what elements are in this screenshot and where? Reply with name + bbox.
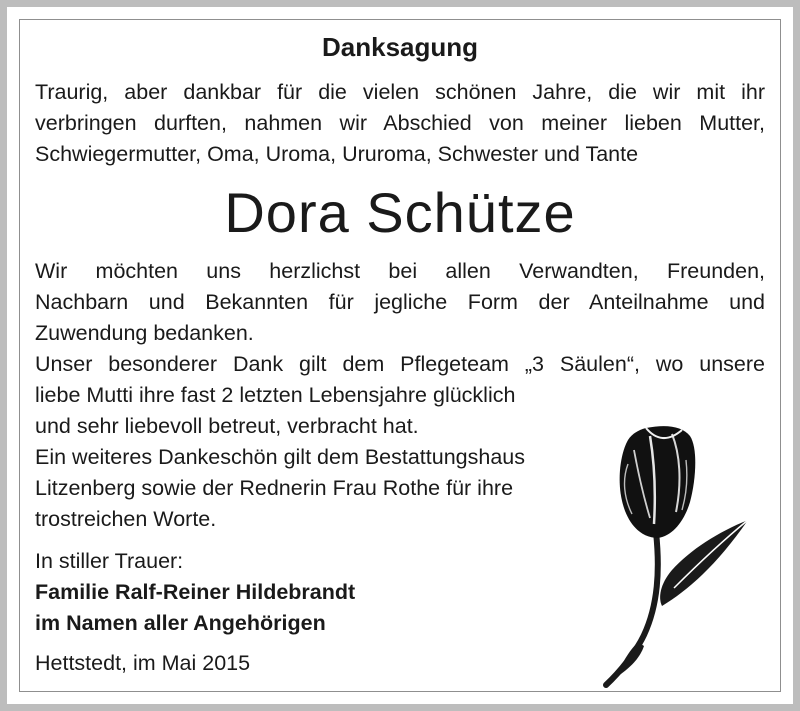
thanks-line: trostreichen Worte. xyxy=(35,507,217,531)
intro-paragraph xyxy=(35,77,765,170)
thanks-line: Wir möchten uns herzlichst bei allen Verwandten, Freunden, xyxy=(35,259,765,283)
thanks-line: Ein weiteres Dankeschön gilt dem Bestattungshaus xyxy=(35,445,525,469)
place-date: Hettstedt, im Mai 2015 xyxy=(35,651,251,675)
intro-line: verbringen durften, nahmen wir Abschied von meiner lieben Mutter, xyxy=(35,111,765,135)
thanks-line: Zuwendung bedanken. xyxy=(35,321,254,345)
thanks-line: Nachbarn und Bekannten für jegliche Form der Anteilnahme und xyxy=(35,290,765,314)
family-subline: im Namen aller Angehörigen xyxy=(35,611,326,635)
deceased-name: Dora Schütze xyxy=(224,181,576,244)
tulip-icon xyxy=(598,420,768,690)
thanks-line: Litzenberg sowie der Rednerin Frau Rothe für ihre xyxy=(35,476,514,500)
thanks-line: liebe Mutti ihre fast 2 letzten Lebensjahre glücklich xyxy=(35,383,516,407)
intro-line: Traurig, aber dankbar für die vielen schönen Jahre, die wir mit ihr xyxy=(35,80,765,104)
thanks-line: und sehr liebevoll betreut, verbracht hat. xyxy=(35,414,419,438)
intro-line: Schwiegermutter, Oma, Uroma, Ururoma, Schwester und Tante xyxy=(35,142,639,166)
notice-heading: Danksagung xyxy=(321,32,479,62)
thanks-line: Unser besonderer Dank gilt dem Pflegeteam „3 Säulen“, wo unsere xyxy=(35,352,765,376)
mourning-label: In stiller Trauer: xyxy=(35,549,184,573)
family-name: Familie Ralf-Reiner Hildebrandt xyxy=(35,580,356,604)
